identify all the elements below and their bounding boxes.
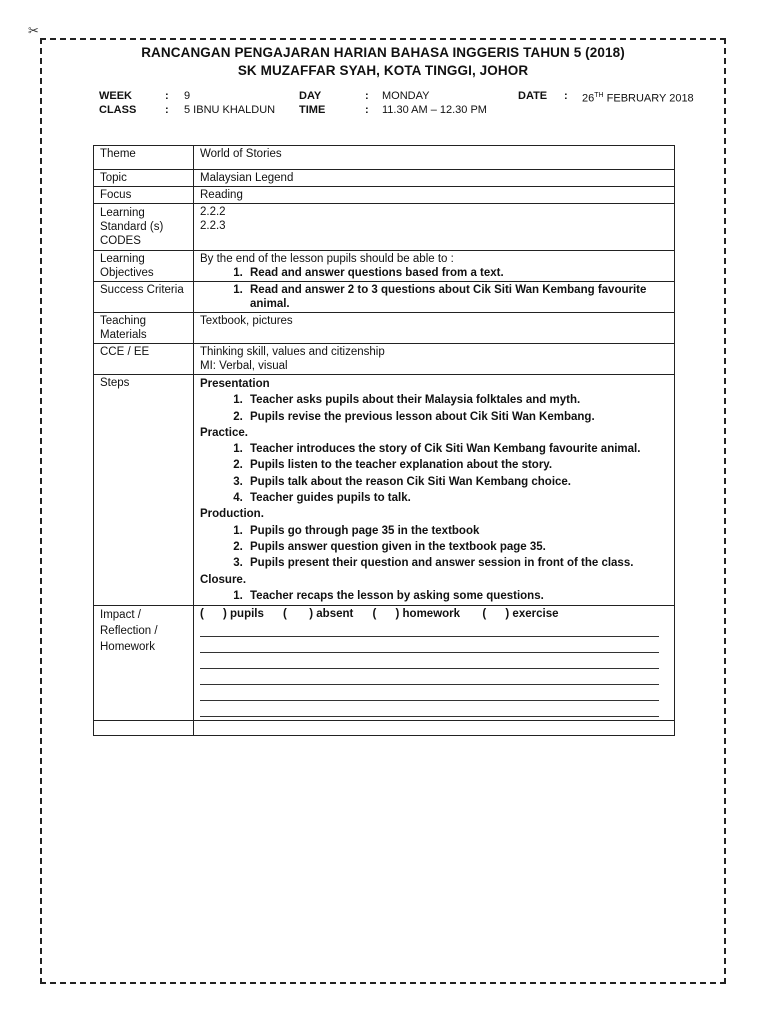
list-item: 1. Pupils go through page 35 in the textbook xyxy=(246,523,669,539)
presentation-list xyxy=(200,392,669,425)
row-focus xyxy=(94,187,675,204)
practice-list xyxy=(200,441,669,506)
learning-objectives-label: Learning Objectives xyxy=(94,251,194,282)
list-item: 1. Teacher asks pupils about their Malaysia folktales and myth. xyxy=(246,392,669,408)
theme-value: World of Stories xyxy=(194,146,675,170)
cce-line: MI: Verbal, visual xyxy=(200,360,288,372)
list-item: 4. Teacher guides pupils to talk. xyxy=(246,490,669,506)
cce-line: Thinking skill, values and citizenship xyxy=(200,346,385,358)
focus-value: Reading xyxy=(194,187,675,204)
learning-standard-values xyxy=(194,204,675,251)
row-cce xyxy=(94,344,675,375)
criteria-list xyxy=(200,283,669,311)
standard-code: 2.2.2 xyxy=(200,206,226,218)
row-empty xyxy=(94,721,675,736)
objectives-intro: By the end of the lesson pupils should be able to : xyxy=(200,253,454,265)
success-criteria-label: Success Criteria xyxy=(94,282,194,313)
time-value: 11.30 AM – 12.30 PM xyxy=(382,104,487,116)
reflection-line[interactable] xyxy=(200,637,659,653)
topic-value: Malaysian Legend xyxy=(194,170,675,187)
date-value: 26TH FEBRUARY 2018 xyxy=(582,92,694,105)
scissors-icon: ✂ xyxy=(28,23,39,38)
reflection-line[interactable] xyxy=(200,701,659,717)
list-item: 3. Pupils present their question and answer session in front of the class. xyxy=(246,555,669,571)
row-learning-standard xyxy=(94,204,675,251)
impact-value xyxy=(194,606,675,721)
closure-heading: Closure. xyxy=(200,573,247,586)
week-value: 9 xyxy=(184,90,191,102)
empty-cell xyxy=(194,721,675,736)
success-criteria-value xyxy=(194,282,675,313)
list-item: 2. Pupils answer question given in the textbook page 35. xyxy=(246,539,669,555)
focus-label: Focus xyxy=(94,187,194,204)
empty-cell xyxy=(94,721,194,736)
impact-label: Impact / Reflection / Homework xyxy=(94,606,194,721)
list-item: 3. Pupils talk about the reason Cik Siti Wan Kembang choice. xyxy=(246,474,669,490)
document-title: RANCANGAN PENGAJARAN HARIAN BAHASA INGGERIS TAHUN 5 (2018) xyxy=(141,45,625,60)
row-topic xyxy=(94,170,675,187)
week-label: WEEK xyxy=(99,90,132,102)
row-learning-objectives xyxy=(94,251,675,282)
closure-list xyxy=(200,588,669,604)
date-label: DATE xyxy=(518,90,548,102)
time-colon: : xyxy=(365,104,369,116)
production-list xyxy=(200,523,669,572)
topic-label: Topic xyxy=(94,170,194,187)
week-colon: : xyxy=(165,90,169,102)
list-item: 1. Teacher recaps the lesson by asking some questions. xyxy=(246,588,669,604)
date-colon: : xyxy=(564,90,568,102)
class-value: 5 IBNU KHALDUN xyxy=(184,104,276,116)
production-heading: Production. xyxy=(200,508,264,521)
reflection-line[interactable] xyxy=(200,685,659,701)
practice-heading: Practice. xyxy=(200,426,248,439)
row-success-criteria xyxy=(94,282,675,313)
cce-value xyxy=(194,344,675,375)
row-steps xyxy=(94,375,675,606)
time-label: TIME xyxy=(299,104,326,116)
reflection-line[interactable] xyxy=(200,653,659,669)
list-item: 1. Read and answer questions based from a text. xyxy=(246,266,669,280)
row-theme xyxy=(94,146,675,170)
impact-checklist: ( ) pupils ( ) absent ( ) homework ( ) exercise xyxy=(200,608,559,621)
list-item: 2. Pupils listen to the teacher explanation about the story. xyxy=(246,457,669,473)
lesson-plan-table xyxy=(93,145,675,736)
list-item: 1. Teacher introduces the story of Cik Siti Wan Kembang favourite animal. xyxy=(246,441,669,457)
learning-standard-label: Learning Standard (s) CODES xyxy=(94,204,194,251)
school-name: SK MUZAFFAR SYAH, KOTA TINGGI, JOHOR xyxy=(237,63,529,78)
reflection-line[interactable] xyxy=(200,669,659,685)
steps-value xyxy=(194,375,675,606)
row-impact xyxy=(94,606,675,721)
list-item: 2. Pupils revise the previous lesson about Cik Siti Wan Kembang. xyxy=(246,409,669,425)
row-teaching-materials xyxy=(94,313,675,344)
teaching-materials-value: Textbook, pictures xyxy=(194,313,675,344)
reflection-line[interactable] xyxy=(200,621,659,637)
learning-objectives-value xyxy=(194,251,675,282)
cce-label: CCE / EE xyxy=(94,344,194,375)
teaching-materials-label: Teaching Materials xyxy=(94,313,194,344)
theme-label: Theme xyxy=(94,146,194,170)
day-label: DAY xyxy=(299,90,322,102)
class-label: CLASS xyxy=(99,104,137,116)
presentation-heading: Presentation xyxy=(200,378,270,390)
class-colon: : xyxy=(165,104,169,116)
objectives-list xyxy=(200,266,669,280)
day-value: MONDAY xyxy=(382,90,430,102)
standard-code: 2.2.3 xyxy=(200,220,226,232)
day-colon: : xyxy=(365,90,369,102)
steps-label: Steps xyxy=(94,375,194,606)
list-item: 1. Read and answer 2 to 3 questions about Cik Siti Wan Kembang favourite animal. xyxy=(246,283,669,311)
